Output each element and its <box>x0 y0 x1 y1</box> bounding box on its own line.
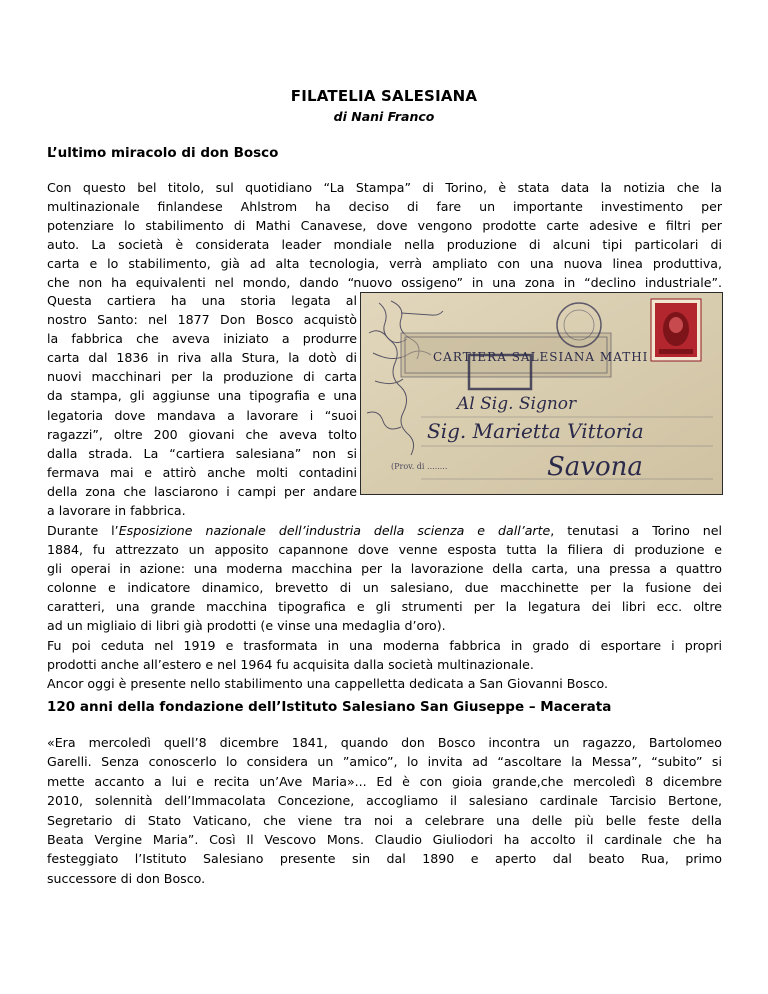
text-line: ragazzi”, oltre 200 giovani che aveva tolto <box>47 426 357 442</box>
postcard-handwriting-1: Al Sig. Signor <box>457 394 577 414</box>
text-line: prodotti anche all’estero e nel 1964 fu acquisita dalla società multinazionale. <box>47 656 534 672</box>
text-line: Fu poi ceduta nel 1919 e trasformata in una moderna fabbrica in grado di esportare i propri <box>47 637 722 653</box>
text-line: auto. La società è considerata leader mondiale nella produzione di alcuni tipi particolari di <box>47 237 722 253</box>
text-line: colonne e indicatore dinamico, brevetto di un salesiano, due macchinette per la fusione dei <box>47 580 722 596</box>
text-line: nostro Santo: nel 1877 Don Bosco acquistò <box>47 312 357 328</box>
text-line: successore di don Bosco. <box>47 870 206 886</box>
text-line: carta e lo stabilimento, già ad alta tecnologia, verrà ampliato con una nuova linea produttiva, <box>47 256 722 272</box>
section2-heading: 120 anni della fondazione dell’Istituto Salesiano San Giuseppe – Macerata <box>47 699 612 715</box>
section1-heading: L’ultimo miracolo di don Bosco <box>47 145 279 161</box>
text-line: Questa cartiera ha una storia legata al <box>47 293 357 308</box>
text-line: carta dal 1836 in riva alla Stura, la dotò di <box>47 350 357 366</box>
postcard-small-print: (Prov. di ........ <box>391 462 448 471</box>
author-byline: di Nani Franco <box>333 109 435 124</box>
text-fragment: , tenutasi a Torino nel <box>550 523 723 538</box>
text-line: festeggiato l’Istituto Salesiano presente sin dal 1890 e aperto dal beato Rua, primo <box>47 851 722 867</box>
text-line: potenziare lo stabilimento di Mathi Canavese, dove vengono prodotte carte adesive e filtri per <box>47 218 722 234</box>
text-line: ad un migliaio di libri già prodotti (e vinse una medaglia d’oro). <box>47 618 446 634</box>
text-line: legatoria dove mandava a lavorare i “suoi <box>47 407 357 423</box>
text-line: «Era mercoledì quell’8 dicembre 1841, quando don Bosco incontra un ragazzo, Bartolomeo <box>47 735 722 750</box>
text-line: Con questo bel titolo, sul quotidiano “La Stampa” di Torino, è stata data la notizia che la <box>47 180 722 195</box>
text-line <box>47 521 722 540</box>
text-line: da stampa, gli aggiunse una tipografia e una <box>47 388 357 404</box>
text-line: a lavorare in fabbrica. <box>47 503 186 519</box>
text-line: Ancor oggi è presente nello stabilimento una cappelletta dedicata a San Giovanni Bosco. <box>47 675 609 691</box>
text-line: Beata Vergine Maria”. Così Il Vescovo Mons. Claudio Giuliodori ha accolto il cardinale che ha <box>47 832 722 848</box>
text-line: della zona che lasciarono i campi per andare <box>47 483 357 499</box>
postcard-image <box>360 292 723 495</box>
section2-body <box>47 733 722 888</box>
text-line: che non ha equivalenti nel mondo, dando “nuovo ossigeno” in una zona in “declino industriale”. <box>47 275 722 291</box>
text-line: gli operai in azione: una moderna macchina per la lavorazione della carta, una pressa a quattro <box>47 561 722 577</box>
postcard-handwriting-2: Sig. Marietta Vittoria <box>427 419 644 443</box>
postcard-header-text: CARTIERA SALESIANA MATHI <box>433 350 649 364</box>
section1-intro <box>47 178 722 293</box>
text-line: la fabbrica che aveva iniziato a produrre <box>47 331 357 347</box>
text-line: 1884, fu attrezzato un apposito capannone dove venne esposta tutta la filiera di produzione e <box>47 542 722 558</box>
text-line: caratteri, una grande macchina tipografica e gli strumenti per la legatura dei libri ecc. oltre <box>47 599 722 615</box>
text-line: Segretario di Stato Vaticano, che viene tra noi a celebrare una delle più belle feste della <box>47 812 722 828</box>
postage-stamp <box>651 299 701 361</box>
postcard-handwriting-3: Savona <box>547 452 643 482</box>
page-title: FILATELIA SALESIANA <box>290 87 478 105</box>
section1-wrap-text <box>47 291 357 520</box>
text-line: dalla strada. La “cartiera salesiana” non si <box>47 445 357 461</box>
text-line: fermava mai e attirò anche molti contadini <box>47 464 357 480</box>
exhibition-name: Esposizione nazionale dell’industria della scienza e dall’arte <box>118 523 551 538</box>
text-fragment: Durante l’ <box>47 523 119 538</box>
text-line: multinazionale finlandese Ahlstrom ha deciso di fare un importante investimento per <box>47 199 722 215</box>
text-line: Garelli. Senza conoscerlo lo considera un ”amico”, lo invita ad “ascoltare la Messa”, “subito” si <box>47 754 722 770</box>
text-line: nuovi macchinari per la produzione di carta <box>47 369 357 385</box>
section1-body <box>47 521 722 693</box>
text-line: mette accanto a lui e recita un’Ave Maria»... Ed è con gioia grande,che mercoledì 8 dicembre <box>47 773 722 789</box>
text-line: 2010, solennità dell’Immacolata Concezione, accogliamo il salesiano cardinale Tarcisio Bertone, <box>47 793 722 809</box>
